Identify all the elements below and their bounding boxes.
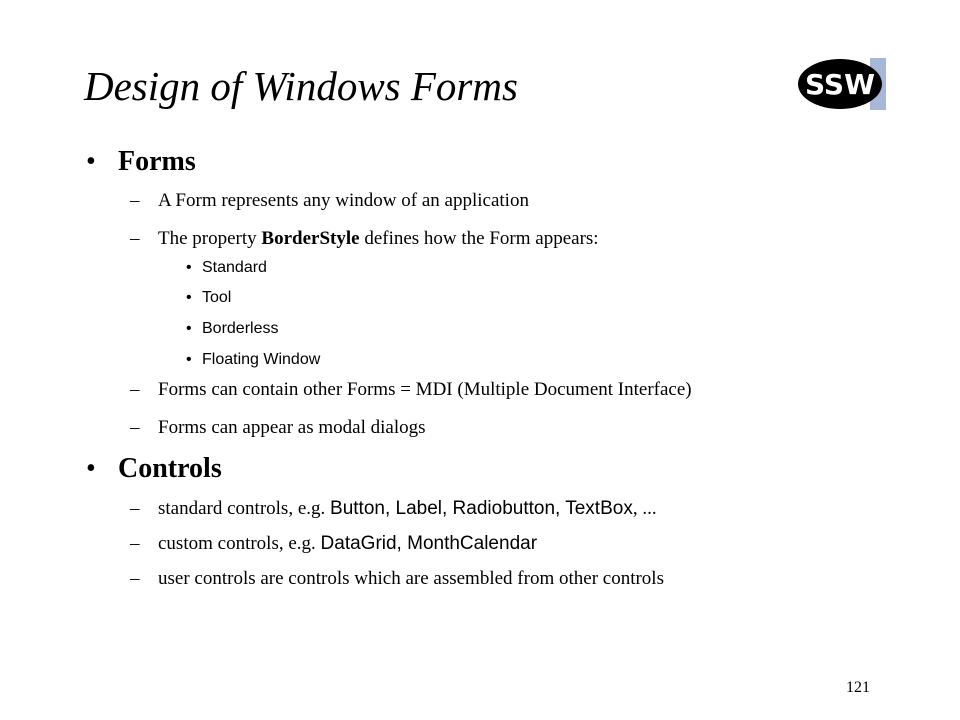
bullet-icon: • xyxy=(186,259,192,276)
dash-icon: – xyxy=(130,228,140,249)
text-after: defines how the Form appears: xyxy=(359,228,599,249)
bullet-icon: • xyxy=(186,320,192,337)
property-name: BorderStyle xyxy=(261,228,360,249)
text-before: custom controls, e.g. xyxy=(158,533,321,554)
dash-icon: – xyxy=(130,190,140,211)
list-item-text: A Form represents any window of an application xyxy=(158,190,529,211)
logo-text: SSW xyxy=(805,68,875,101)
sub-list-item-text: Borderless xyxy=(202,320,279,337)
control-names: DataGrid, MonthCalendar xyxy=(320,533,538,554)
sub-list-item-text: Standard xyxy=(202,259,267,276)
list-item-text xyxy=(158,497,657,521)
list-item-text xyxy=(158,532,537,556)
sub-list-item-text: Tool xyxy=(202,289,232,306)
dash-icon: – xyxy=(130,379,140,400)
bullet-icon: • xyxy=(86,453,96,484)
text-before: The property xyxy=(158,228,262,249)
dash-icon: – xyxy=(130,533,140,554)
section-heading: Controls xyxy=(118,453,222,484)
bullet-icon: • xyxy=(186,351,192,368)
bullet-icon: • xyxy=(186,289,192,306)
dash-icon: – xyxy=(130,568,140,589)
page-number: 121 xyxy=(846,679,870,696)
dash-icon: – xyxy=(130,498,140,519)
list-item-text: Forms can contain other Forms = MDI (Multiple Document Interface) xyxy=(158,379,692,400)
sub-list-item-text: Floating Window xyxy=(202,351,321,368)
slide-title: Design of Windows Forms xyxy=(84,63,518,109)
bullet-icon: • xyxy=(86,146,96,177)
list-item-text: Forms can appear as modal dialogs xyxy=(158,417,426,438)
dash-icon: – xyxy=(130,417,140,438)
text-before: standard controls, e.g. xyxy=(158,498,331,519)
ssw-logo xyxy=(796,56,888,112)
text-after: , ... xyxy=(632,498,657,519)
list-item-text: user controls are controls which are assembled from other controls xyxy=(158,568,664,589)
section-heading: Forms xyxy=(118,146,196,177)
control-names: Button, Label, Radiobutton, TextBox xyxy=(330,498,633,519)
list-item-text xyxy=(158,227,599,251)
